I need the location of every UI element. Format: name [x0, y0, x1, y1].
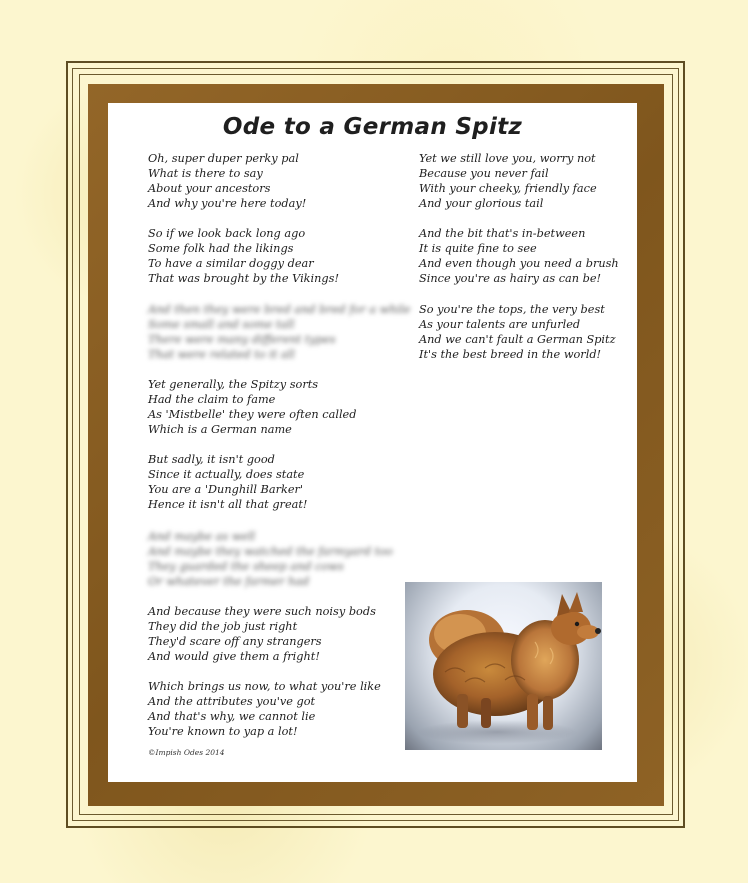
- verse-line: And because they were such noisy bods: [148, 605, 376, 618]
- verse-line: Since it actually, does state: [148, 468, 305, 482]
- verse-line: And even though you need a brush: [419, 257, 619, 271]
- verse-line: They'd scare off any strangers: [148, 635, 322, 649]
- verse-line: With your cheeky, friendly face: [419, 182, 597, 196]
- verse-line: And then they were bred and bred for a while: [148, 303, 411, 316]
- verse-right-3: [419, 302, 616, 362]
- verse-line: And we can't fault a German Spitz: [419, 333, 616, 347]
- verse-line: Since you're as hairy as can be!: [419, 272, 602, 286]
- copyright-credit: ©Impish Odes 2014: [148, 748, 225, 757]
- verse-line: That was brought by the Vikings!: [148, 272, 339, 286]
- verse-left-5: [148, 452, 307, 512]
- verse-line: You are a 'Dunghill Barker': [148, 483, 304, 497]
- verse-line: And maybe they watched the farmyard too: [148, 545, 393, 559]
- verse-line: As your talents are unfurled: [419, 318, 581, 332]
- german-spitz-illustration: [405, 582, 602, 750]
- verse-left-8: [148, 679, 381, 739]
- verse-line: And that's why, we cannot lie: [148, 710, 316, 724]
- verse-line: About your ancestors: [148, 182, 271, 196]
- verse-left-4: [148, 377, 356, 437]
- verse-line: There were many different types: [148, 333, 336, 347]
- verse-left-2: [148, 226, 339, 286]
- verse-line: And the attributes you've got: [148, 695, 316, 709]
- verse-line: As 'Mistbelle' they were often called: [148, 408, 357, 422]
- verse-line: Because you never fail: [419, 167, 549, 181]
- verse-right-2: [419, 226, 619, 286]
- verse-left-1: [148, 151, 306, 211]
- verse-line: And why you're here today!: [148, 197, 307, 211]
- verse-left-7: [148, 604, 376, 664]
- verse-line: They guarded the sheep and cows: [148, 560, 344, 574]
- verse-line: Yet generally, the Spitzy sorts: [148, 378, 319, 391]
- verse-line: They did the job just right: [148, 620, 298, 634]
- verse-line: Had the claim to fame: [148, 393, 276, 407]
- verse-line: That were related to it all: [148, 348, 295, 362]
- dog-photo: [405, 582, 602, 750]
- verse-line: To have a similar doggy dear: [148, 257, 314, 271]
- verse-line: Hence it isn't all that great!: [148, 498, 308, 512]
- verse-line: Some folk had the likings: [148, 242, 294, 256]
- verse-line: You're known to yap a lot!: [148, 725, 298, 739]
- verse-line: It is quite fine to see: [419, 242, 537, 256]
- verse-line: Which brings us now, to what you're like: [148, 680, 381, 693]
- verse-left-3-obscured: [148, 302, 410, 362]
- verse-line: And maybe as well: [148, 530, 256, 543]
- verse-right-1: [419, 151, 597, 211]
- verse-line: Some small and some tall: [148, 318, 295, 332]
- verse-line: So if we look back long ago: [148, 227, 306, 240]
- verse-line: Oh, super duper perky pal: [148, 152, 299, 165]
- verse-left-6-obscured: [148, 529, 393, 589]
- verse-line: And your glorious tail: [419, 197, 544, 211]
- verse-line: Which is a German name: [148, 423, 292, 437]
- verse-line: So you're the tops, the very best: [419, 303, 605, 316]
- poem-title: Ode to a German Spitz: [222, 114, 523, 140]
- verse-line: What is there to say: [148, 167, 263, 181]
- verse-line: And would give them a fright!: [148, 650, 320, 664]
- verse-line: But sadly, it isn't good: [148, 453, 275, 466]
- verse-line: It's the best breed in the world!: [419, 348, 602, 362]
- verse-line: Or whatever the farmer had: [148, 575, 310, 589]
- verse-line: Yet we still love you, worry not: [419, 152, 596, 165]
- verse-line: And the bit that's in-between: [419, 227, 586, 240]
